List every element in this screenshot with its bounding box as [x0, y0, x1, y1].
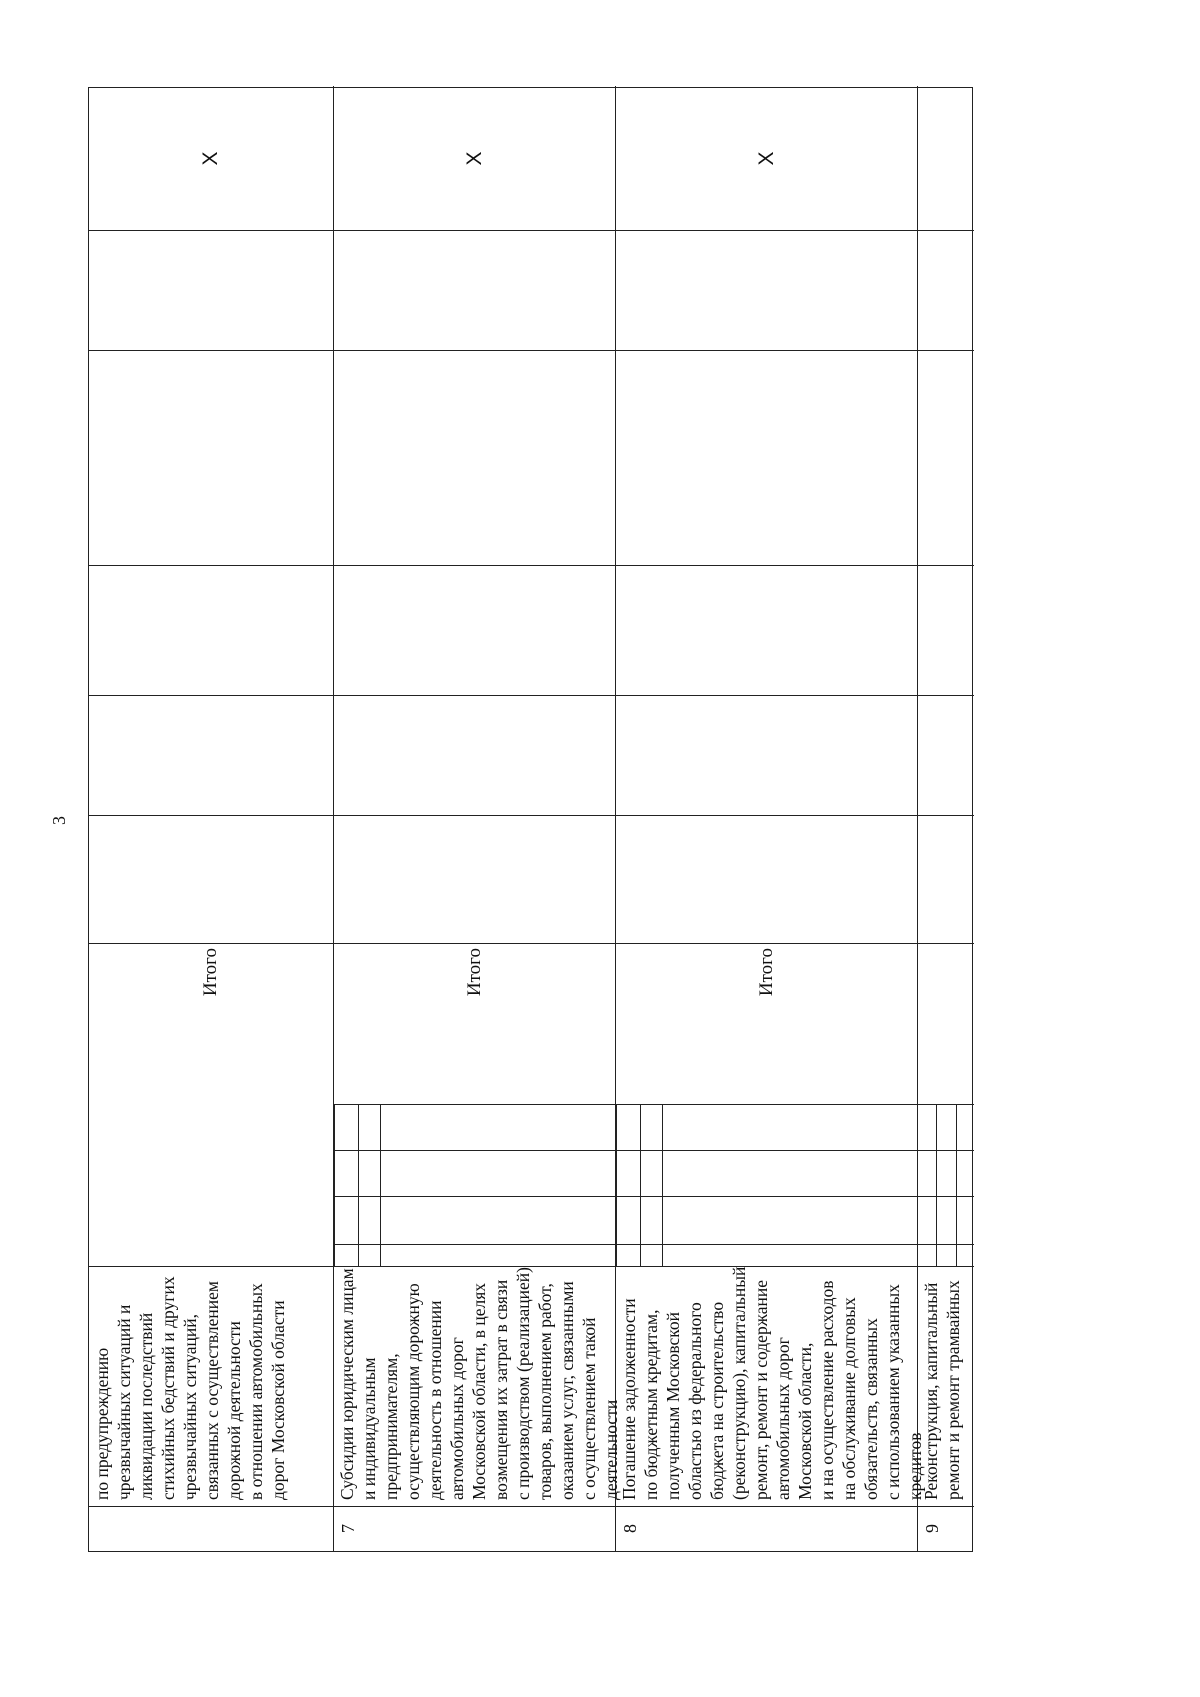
x-mark: X: [462, 151, 486, 166]
row-number: 7: [334, 1506, 615, 1551]
total-label: Итого: [200, 948, 221, 997]
row-number: [89, 1506, 333, 1551]
page-number: 3: [49, 816, 69, 825]
table-row-7: [334, 86, 621, 1551]
row-name: по предупреждению чрезвычайных ситуаций и ликвидации последствий стихийных бедствий и других чрезвычайных ситуаций, связанных с осуществлением дорожной деятельности в отношении автомобильных дорог Московской области: [89, 1266, 333, 1506]
total-label: [918, 944, 974, 1104]
table-row-continuation: [89, 86, 334, 1551]
row-name: Реконструкция, капитальный ремонт и ремонт трамвайных: [918, 1266, 974, 1506]
x-mark: X: [754, 151, 778, 166]
x-mark: X: [199, 151, 222, 166]
row-name: Субсидии юридическим лицам и индивидуальным предпринимателям, осуществляющим дорожную деятельность в отношении автомобильных дорог Московской области, в целях возмещения их затрат в связи с производством (реализацией) товаров, выполнением работ, оказанием услуг, связанными с осуществлением такой деятельности: [334, 1266, 615, 1506]
budget-table: [88, 87, 973, 1552]
row-name: Погашение задолженности по бюджетным кредитам, полученным Московской областью из федерального бюджета на строительство (реконструкцию), капитальный ремонт, ремонт и содержание автомобильных дорог Московской области, и на осуществление расходов на обслуживание долговых обязательств, связанных с использованием указанных кредитов: [616, 1266, 917, 1506]
total-label: Итого: [755, 948, 777, 997]
table-row-9: [918, 86, 974, 1551]
table-row-8: [616, 86, 925, 1551]
row-number: 9: [918, 1506, 974, 1551]
total-label: Итого: [463, 948, 485, 997]
row-number: 8: [616, 1506, 917, 1551]
